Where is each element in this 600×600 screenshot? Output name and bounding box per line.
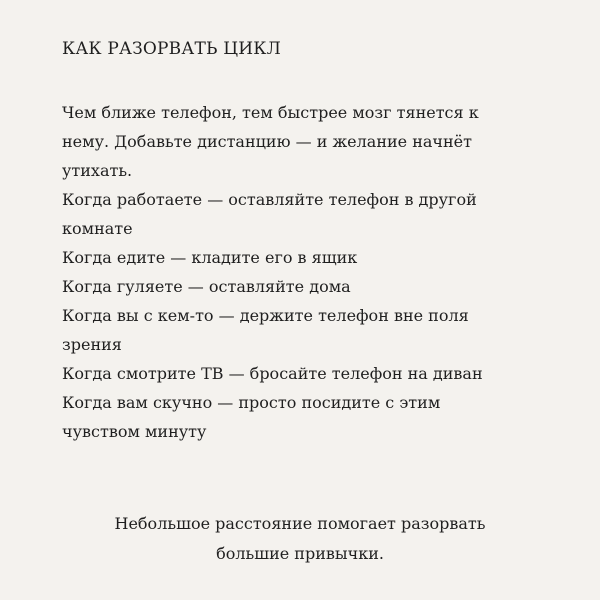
body-line: Когда смотрите ТВ — бросайте телефон на диван <box>62 364 483 383</box>
page-title: КАК РАЗОРВАТЬ ЦИКЛ <box>62 39 282 59</box>
body-text <box>62 98 542 446</box>
body-line: Когда вам скучно — просто посидите с этим <box>62 393 441 412</box>
body-line: зрения <box>62 335 122 354</box>
body-line: Когда едите — кладите его в ящик <box>62 248 358 267</box>
body-line: нему. Добавьте дистанцию — и желание начнёт <box>62 132 472 151</box>
footer-line: Небольшое расстояние помогает разорвать <box>114 514 486 533</box>
body-line: Когда вы с кем-то — держите телефон вне поля <box>62 306 469 325</box>
body-line: Когда работаете — оставляйте телефон в другой <box>62 190 477 209</box>
body-line: комнате <box>62 219 133 238</box>
footer-line: большие привычки. <box>216 544 384 563</box>
body-line: утихать. <box>62 161 133 180</box>
body-line: Когда гуляете — оставляйте дома <box>62 277 351 296</box>
footer-quote <box>0 509 600 569</box>
body-line: Чем ближе телефон, тем быстрее мозг тянется к <box>62 103 479 122</box>
body-line: чувством минуту <box>62 422 207 441</box>
